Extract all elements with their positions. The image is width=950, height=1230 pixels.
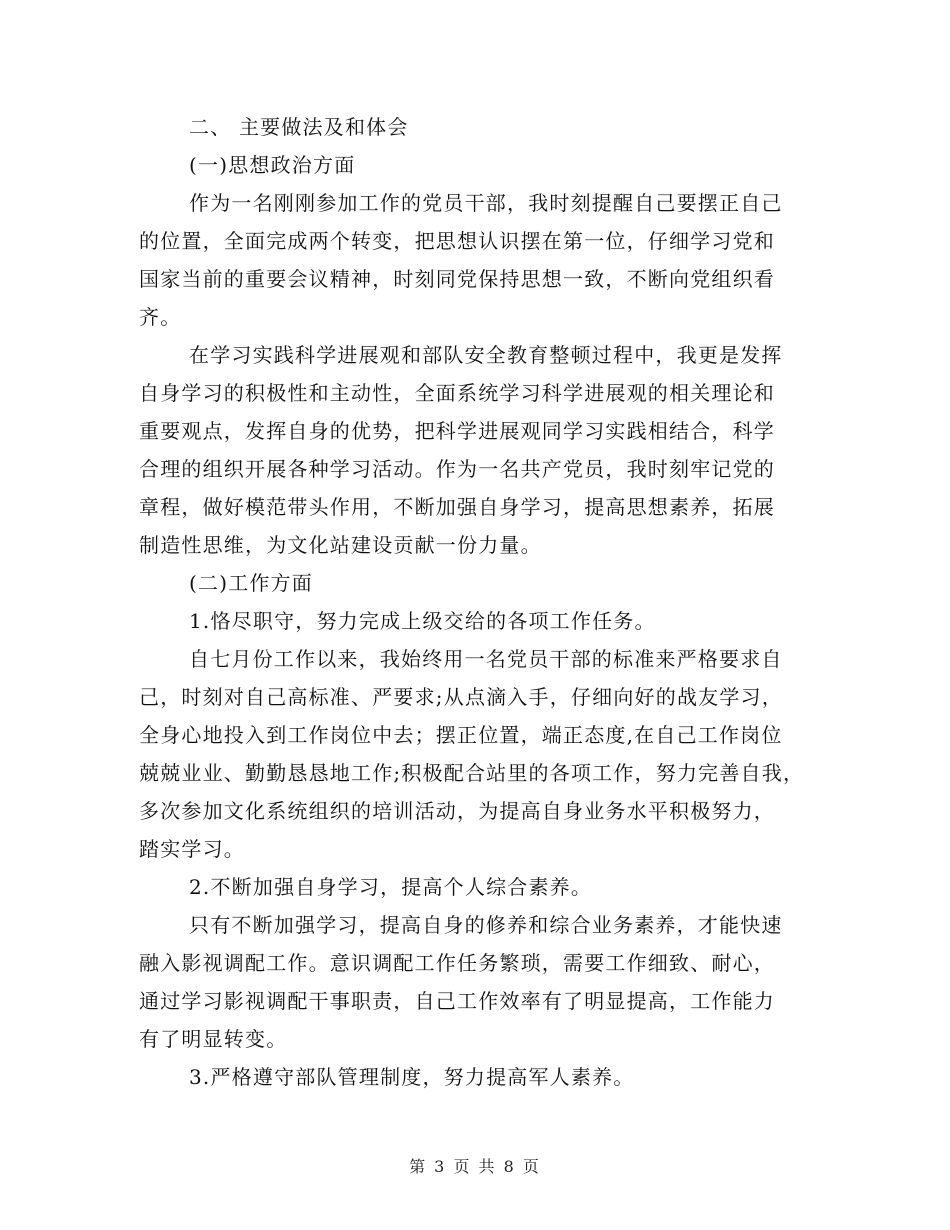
doc-line: 自七月份工作以来，我始终用一名党员干部的标准来严格要求自	[189, 647, 783, 671]
doc-line: 自身学习的积极性和主动性，全面系统学习科学进展观的相关理论和	[139, 381, 775, 405]
doc-line: 在学习实践科学进展观和部队安全教育整顿过程中，我更是发挥	[189, 343, 783, 367]
doc-line: 全身心地投入到工作岗位中去；摆正位置，端正态度,在自己工作岗位	[139, 723, 783, 747]
doc-line: 作为一名刚刚参加工作的党员干部，我时刻提醒自己要摆正自己	[189, 191, 783, 215]
doc-line: 踏实学习。	[139, 837, 245, 861]
doc-line: 己，时刻对自己高标准、严要求;从点滴入手，仔细向好的战友学习，	[139, 685, 783, 709]
doc-line: 只有不断加强学习，提高自身的修养和综合业务素养，才能快速	[189, 913, 783, 937]
doc-line: (一)思想政治方面	[189, 153, 356, 177]
page-number-footer: 第 3 页 共 8 页	[409, 1157, 541, 1176]
doc-line: 2.不断加强自身学习，提高个人综合素养。	[189, 875, 593, 899]
doc-line: 融入影视调配工作。意识调配工作任务繁琐，需要工作细致、耐心，	[139, 951, 775, 975]
doc-line: 多次参加文化系统组织的培训活动，为提高自身业务水平积极努力，	[139, 799, 775, 823]
doc-line: 通过学习影视调配干事职责，自己工作效率有了明显提高，工作能力	[139, 989, 775, 1013]
doc-line: (二)工作方面	[189, 571, 314, 595]
doc-line: 齐。	[139, 305, 182, 329]
doc-line: 章程，做好模范带头作用，不断加强自身学习，提高思想素养，拓展	[139, 495, 775, 519]
doc-line: 有了明显转变。	[139, 1027, 288, 1051]
doc-line: 二、 主要做法及和体会	[189, 115, 409, 139]
doc-line: 的位置，全面完成两个转变，把思想认识摆在第一位，仔细学习党和	[139, 229, 775, 253]
doc-line: 1.恪尽职守，努力完成上级交给的各项工作任务。	[189, 609, 656, 633]
doc-line: 制造性思维，为文化站建设贡献一份力量。	[139, 533, 542, 557]
doc-line: 国家当前的重要会议精神，时刻同党保持思想一致，不断向党组织看	[139, 267, 775, 291]
doc-line: 3.严格遵守部队管理制度，努力提高军人素养。	[189, 1065, 635, 1089]
doc-line: 重要观点，发挥自身的优势，把科学进展观同学习实践相结合，科学	[139, 419, 775, 443]
doc-line: 兢兢业业、勤勤恳恳地工作;积极配合站里的各项工作，努力完善自我，	[139, 761, 805, 785]
doc-line: 合理的组织开展各种学习活动。作为一名共产党员，我时刻牢记党的	[139, 457, 775, 481]
document-body	[139, 108, 819, 1096]
